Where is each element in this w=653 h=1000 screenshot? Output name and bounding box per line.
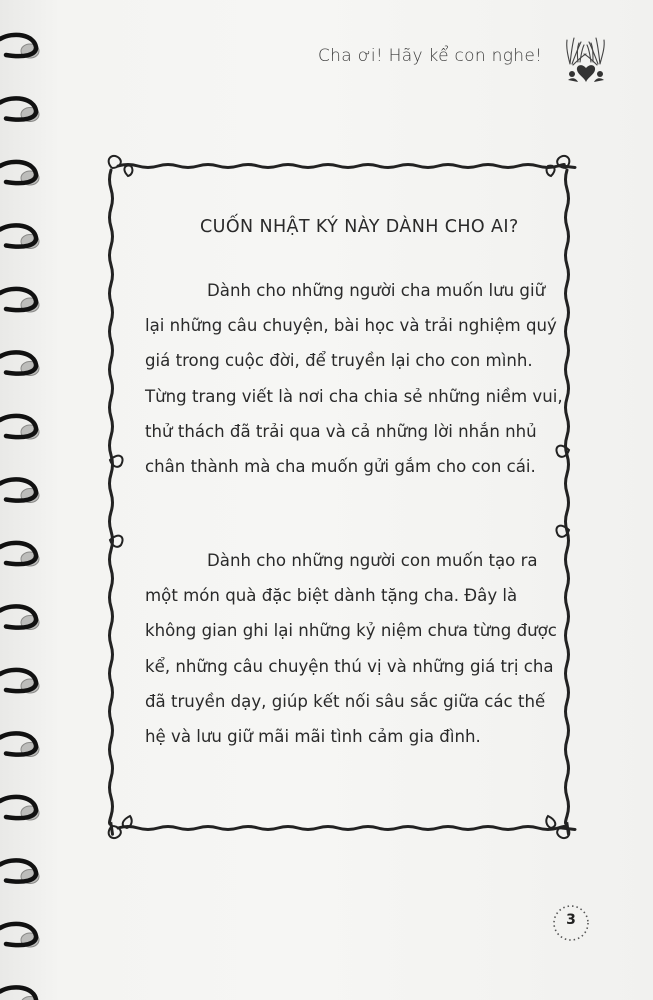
- spiral-binding: [0, 0, 70, 1000]
- paragraph-text: Dành cho những người cha muốn lưu giữ lại những câu chuyện, bài học và trải nghiệm quý giá trong cuộc đời, để truyền lại cho con mình. Từng trang viết là nơi cha chia sẻ những niềm vui, thử thách đã trải qua và cả những lời nhắn nhủ chân thành mà cha muốn gửi gắm cho con cái.: [145, 281, 563, 477]
- section-heading: CUỐN NHẬT KÝ NÀY DÀNH CHO AI?: [200, 217, 519, 237]
- page-number: 3: [566, 912, 576, 928]
- paragraph-fathers: [145, 273, 565, 484]
- hands-logo-icon: [560, 30, 612, 86]
- book-title: Cha ơi! Hãy kể con nghe!: [318, 46, 543, 66]
- paragraph-children: [145, 543, 565, 754]
- paragraph-text: Dành cho những người con muốn tạo ra một món quà đặc biệt dành tặng cha. Đây là không gian ghi lại những kỷ niệm chưa từng được kể, những câu chuyện thú vị và những giá trị cha đã truyền dạy, giúp kết nối sâu sắc giữa các thế hệ và lưu giữ mãi mãi tình cảm gia đình.: [145, 551, 557, 747]
